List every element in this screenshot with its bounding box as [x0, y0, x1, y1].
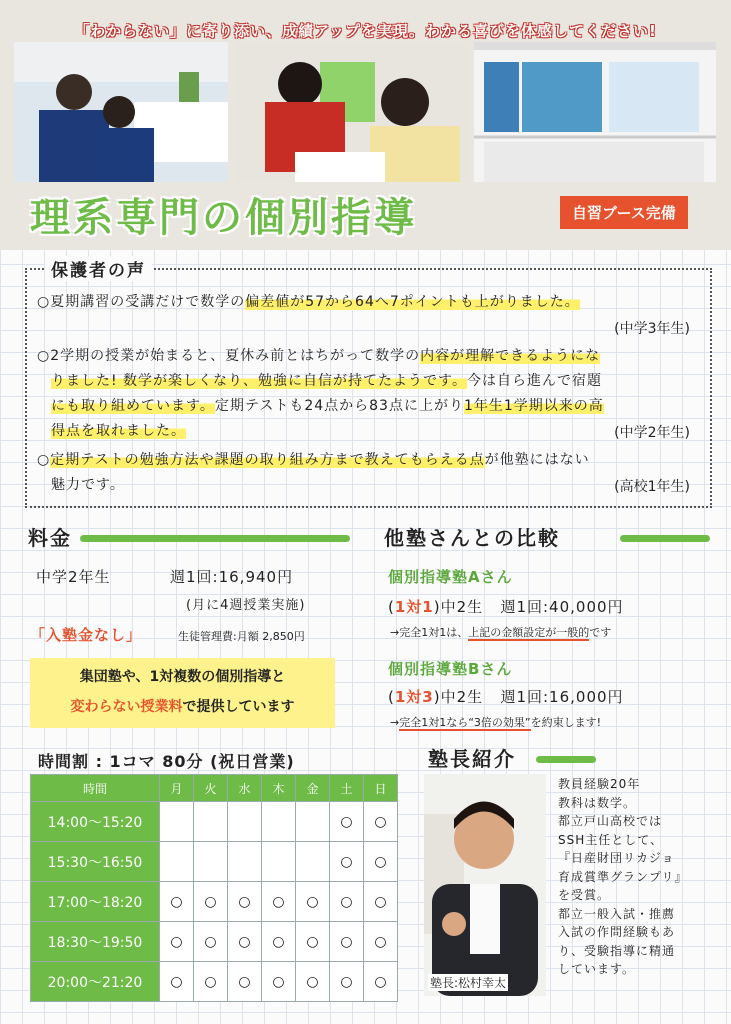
- fee-box-line-1: 集団塾や、1対複数の個別指導と: [79, 669, 286, 685]
- title-block: [0, 186, 731, 240]
- header-photo-banner: [0, 0, 731, 250]
- bio-line: 都立一般入試・推薦: [558, 906, 676, 921]
- time-slot: 18:30〜19:50: [31, 922, 160, 962]
- bio-line: 教科は数学。: [558, 795, 637, 810]
- table-row: [31, 802, 398, 842]
- table-row: [31, 922, 398, 962]
- slot-cell: [160, 802, 194, 842]
- slot-cell: ○: [330, 842, 364, 882]
- slot-cell: ○: [228, 962, 262, 1002]
- slot-cell: [228, 802, 262, 842]
- principal-title: 塾長紹介: [428, 747, 516, 771]
- fee-grade: 中学2年生: [36, 568, 111, 586]
- slot-cell: ○: [262, 962, 296, 1002]
- school-a-note: →完全1対1は、上記の金額設定が一般的です: [390, 626, 612, 639]
- page-title: 理系専門の個別指導: [30, 195, 417, 241]
- slot-cell: ○: [364, 842, 398, 882]
- slot-cell: [194, 842, 228, 882]
- principal-bio: [558, 775, 688, 979]
- photo-students-1: [14, 42, 228, 182]
- table-row: [31, 962, 398, 1002]
- time-slot: 17:00〜18:20: [31, 882, 160, 922]
- slot-cell: ○: [296, 882, 330, 922]
- slot-cell: ○: [228, 922, 262, 962]
- th-thu: 木: [262, 775, 296, 802]
- bio-line: 育成賞準グランプリ』: [558, 869, 688, 884]
- principal-photo: [424, 774, 546, 996]
- time-slot: 14:00〜15:20: [31, 802, 160, 842]
- slot-cell: [194, 802, 228, 842]
- slot-cell: ○: [364, 922, 398, 962]
- bio-line: SSH主任として、: [558, 832, 664, 847]
- school-a-row: (1対1)中2生 週1回:40,000円: [388, 598, 624, 616]
- th-sun: 日: [364, 775, 398, 802]
- voice-1-line-1: ○夏期講習の受講だけで数学の偏差値が57から64へ7ポイントも上がりました。: [37, 294, 580, 310]
- fee-title: 料金: [28, 526, 72, 550]
- bio-line: 『日産財団リカジョ: [558, 851, 675, 865]
- slot-cell: [262, 842, 296, 882]
- bio-line: を受賞。: [558, 888, 611, 902]
- slot-cell: ○: [296, 962, 330, 1002]
- no-entry-fee: 「入塾金なし」: [30, 626, 143, 644]
- th-sat: 土: [330, 775, 364, 802]
- voice-2-line-3: にも取り組めています。定期テストも24点から83点に上がり1年生1学期以来の高: [51, 398, 604, 414]
- fee-highlight-box: [30, 658, 335, 728]
- bio-line: り、受験指導に精通: [558, 943, 676, 958]
- slot-cell: ○: [160, 922, 194, 962]
- voice-1-author: (中学3年生): [614, 321, 690, 337]
- slot-cell: ○: [330, 802, 364, 842]
- timetable-title: 時間割 : 1コマ 80分 (祝日営業): [38, 752, 295, 771]
- timetable-header: [31, 775, 398, 802]
- fee-price: 週1回:16,940円: [170, 568, 294, 586]
- compare-title: 他塾さんとの比較: [384, 526, 560, 550]
- th-mon: 月: [160, 775, 194, 802]
- th-time: 時間: [31, 775, 160, 802]
- school-b-row: (1対3)中2生 週1回:16,000円: [388, 688, 624, 706]
- voice-2-line-1: ○2学期の授業が始まると、夏休み前とはちがって数学の内容が理解できるようにな: [37, 348, 601, 364]
- booth-badge: 自習ブース完備: [560, 196, 688, 229]
- management-fee: 生徒管理費:月額 2,850円: [178, 630, 305, 643]
- voice-3-line-1: ○定期テストの勉強方法や課題の取り組み方まで教えてもらえる点が他塾にはない: [37, 452, 590, 468]
- th-fri: 金: [296, 775, 330, 802]
- slot-cell: ○: [194, 962, 228, 1002]
- slot-cell: ○: [262, 882, 296, 922]
- slot-cell: ○: [330, 962, 364, 1002]
- photo-bookshelf: [474, 42, 716, 182]
- photo-students-2: [235, 42, 469, 182]
- slot-cell: ○: [364, 882, 398, 922]
- fee-box-line-2: 変わらない授業料で提供しています: [70, 699, 295, 715]
- principal-caption: 塾長:松村幸太: [430, 976, 507, 990]
- fee-note: (月に4週授業実施): [186, 598, 306, 613]
- slot-cell: ○: [330, 882, 364, 922]
- tagline: 「わからない」に寄り添い、成績アップを実現。わかる喜びを体感してください!: [74, 22, 657, 40]
- school-a-name: 個別指導塾Aさん: [388, 568, 513, 586]
- time-slot: 15:30〜16:50: [31, 842, 160, 882]
- voices-title: 保護者の声: [45, 256, 152, 281]
- bio-line: しています。: [558, 962, 636, 976]
- table-row: [31, 842, 398, 882]
- voice-3-line-2: 魅力です。: [51, 477, 125, 493]
- slot-cell: [160, 842, 194, 882]
- parent-voices-box: [25, 261, 712, 508]
- slot-cell: ○: [160, 882, 194, 922]
- slot-cell: ○: [330, 922, 364, 962]
- slot-cell: ○: [364, 802, 398, 842]
- bio-line: 入試の作問経験もあ: [558, 925, 676, 939]
- slot-cell: [228, 842, 262, 882]
- slot-cell: ○: [296, 922, 330, 962]
- slot-cell: [296, 802, 330, 842]
- table-row: [31, 882, 398, 922]
- slot-cell: ○: [194, 882, 228, 922]
- fee-title-bar: [80, 535, 350, 542]
- school-b-name: 個別指導塾Bさん: [388, 660, 513, 678]
- principal-title-bar: [536, 756, 596, 763]
- bio-line: 教員経験20年: [558, 777, 641, 791]
- slot-cell: [296, 842, 330, 882]
- voice-2-author: (中学2年生): [614, 425, 690, 441]
- compare-title-bar: [620, 535, 710, 542]
- voice-2-line-2: りました! 数学が楽しくなり、勉強に自信が持てたようです。今は自ら進んで宿題: [51, 373, 602, 389]
- slot-cell: ○: [228, 882, 262, 922]
- voice-3-author: (高校1年生): [614, 479, 690, 495]
- school-b-note: →完全1対1なら“3倍の効果”を約束します!: [390, 716, 602, 729]
- timetable: [30, 774, 398, 1002]
- th-wed: 水: [228, 775, 262, 802]
- slot-cell: ○: [364, 962, 398, 1002]
- th-tue: 火: [194, 775, 228, 802]
- slot-cell: ○: [262, 922, 296, 962]
- time-slot: 20:00〜21:20: [31, 962, 160, 1002]
- bio-line: 都立戸山高校では: [558, 814, 663, 828]
- slot-cell: [262, 802, 296, 842]
- slot-cell: ○: [194, 922, 228, 962]
- slot-cell: ○: [160, 962, 194, 1002]
- voice-2-line-4: 得点を取れました。: [51, 423, 186, 439]
